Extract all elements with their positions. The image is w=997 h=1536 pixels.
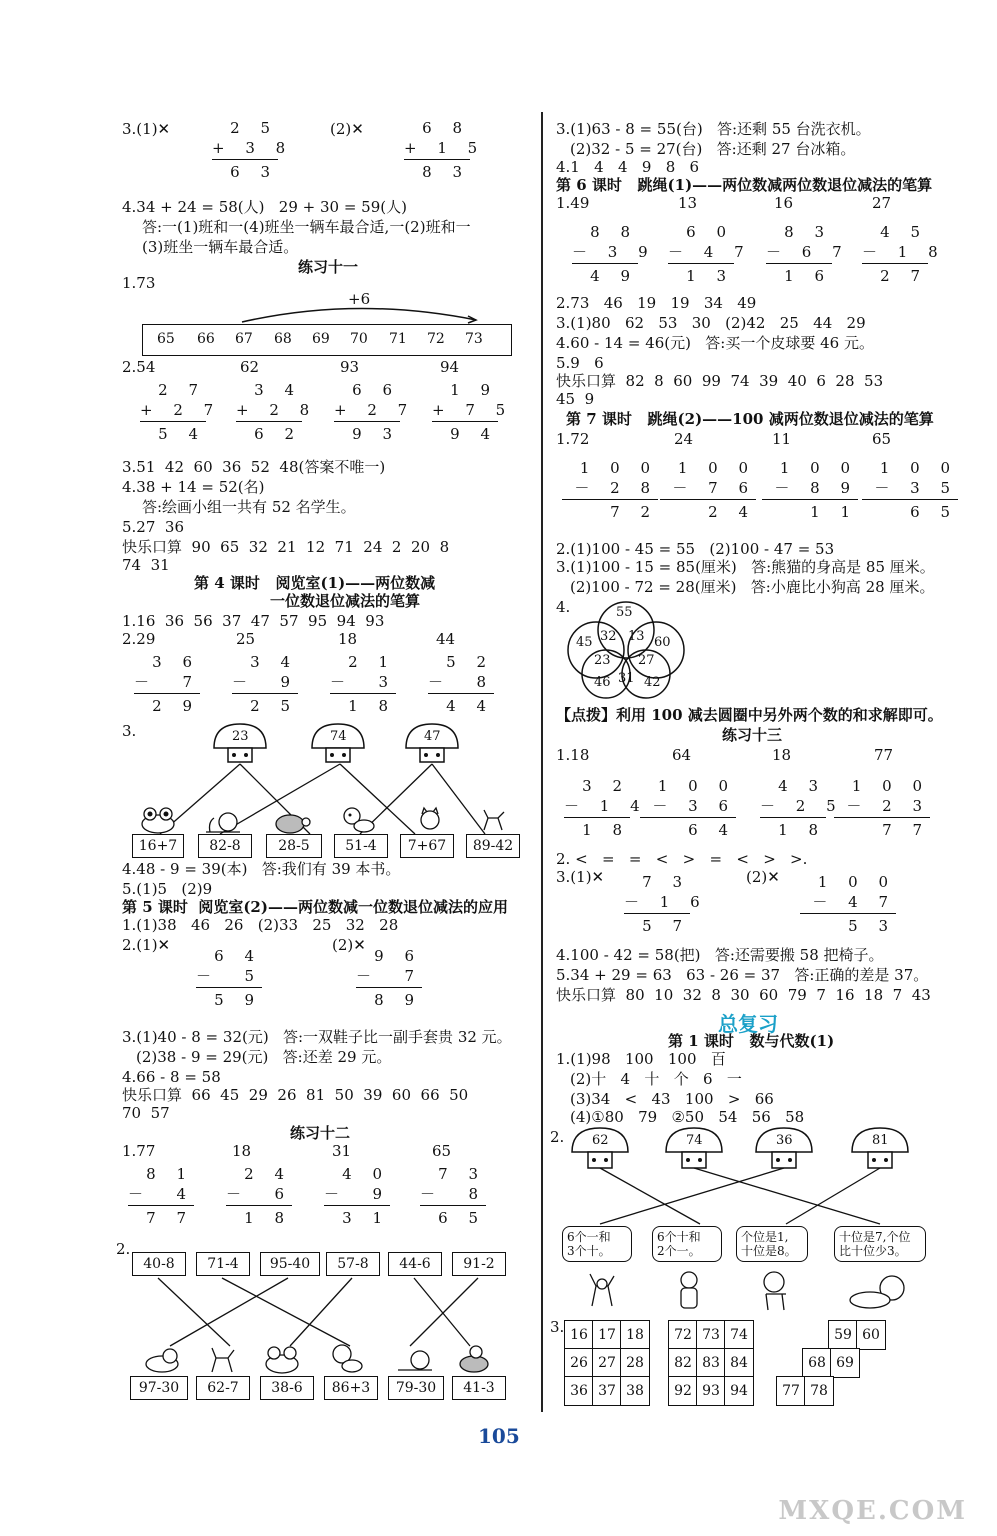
vertical-calc: 3 4 + 2 8 6 2 <box>236 381 318 443</box>
r-q3-2: (2)32 - 5 = 27(台) 答:还剩 27 台冰箱。 <box>570 140 856 158</box>
mushroom-number: 81 <box>872 1133 889 1148</box>
column-divider <box>541 112 543 1412</box>
l4-q3: 3. <box>122 722 137 740</box>
expression-box: 62-7 <box>196 1376 250 1400</box>
expression-box: 86+3 <box>324 1376 378 1400</box>
grid-cell: 60 <box>856 1320 886 1350</box>
vertical-calc: 3 6 － 7 2 9 <box>134 653 201 715</box>
ex11-q3: 3.51 42 60 36 52 48(答案不唯一) <box>122 458 386 476</box>
expression-box: 51-4 <box>334 834 388 858</box>
l6-q1: 1.49 <box>556 194 590 212</box>
grid-cell: 82 <box>668 1348 698 1378</box>
mushroom-number: 74 <box>330 729 347 744</box>
plus-six-label: +6 <box>348 290 371 308</box>
answer-value: 13 <box>678 194 698 212</box>
vertical-calc: 2 1 － 3 1 8 <box>330 653 397 715</box>
deer-icon <box>204 1344 240 1374</box>
vertical-calc: 9 6 － 7 8 9 <box>356 947 423 1009</box>
ex13-q5: 5.34 + 29 = 63 63 - 26 = 37 答:正确的差是 37。 <box>556 966 929 984</box>
venn-number: 45 <box>576 635 593 650</box>
vertical-calc: 4 3 － 2 5 1 8 <box>760 777 844 839</box>
deer-icon <box>584 1268 618 1308</box>
l7-q3-2: (2)100 - 72 = 28(厘米) 答:小鹿比小狗高 28 厘米。 <box>570 578 935 596</box>
vertical-calc: 1 0 0 － 3 6 6 4 <box>640 776 736 840</box>
exercise-11-title: 练习十一 <box>298 258 359 276</box>
grid-cell: 74 <box>724 1320 754 1350</box>
ex11-q5: 5.27 36 <box>122 518 185 536</box>
review-section-title: 总复习 <box>718 1012 778 1036</box>
ex11-q1: 1.73 <box>122 274 156 292</box>
expression-box: 82-8 <box>198 834 252 858</box>
q3-label: 3.(1)✕ <box>122 120 171 138</box>
rv-q1-4: (4)①80 79 ②50 54 56 58 <box>570 1108 805 1126</box>
answer-value: 27 <box>872 194 892 212</box>
ex11-q4-answer: 答:绘画小组一共有 52 名学生。 <box>142 498 356 516</box>
snail-icon <box>204 810 244 834</box>
l6-q3: 3.(1)80 62 53 30 (2)42 25 44 29 <box>556 314 866 332</box>
venn-number: 42 <box>644 675 661 690</box>
l7-q1: 1.72 <box>556 430 590 448</box>
answer-value: 93 <box>340 358 360 376</box>
basket-box: 40-8 <box>132 1252 186 1276</box>
r-q3: 3.(1)63 - 8 = 55(台) 答:还剩 55 台洗衣机。 <box>556 120 871 138</box>
l6-q4: 4.60 - 14 = 46(元) 答:买一个皮球要 46 元。 <box>556 334 874 352</box>
q4-answer: 答:一(1)班和一(4)班坐一辆车最合适,一(2)班和一 <box>142 218 471 236</box>
snail-icon <box>396 1346 436 1374</box>
grid-cell: 94 <box>724 1376 754 1406</box>
answer-value: 25 <box>236 630 256 648</box>
basket-box: 91-2 <box>452 1252 506 1276</box>
vertical-calc: 4 5 － 1 8 2 7 <box>862 223 946 285</box>
mushroom-number: 47 <box>424 729 441 744</box>
vertical-calc: 1 0 0 － 7 6 2 4 <box>660 458 756 522</box>
answer-value: 64 <box>672 746 692 764</box>
ex13-q3: 3.(1)✕ <box>556 868 605 886</box>
expression-box: 7+67 <box>400 834 454 858</box>
grid-cell: 77 <box>776 1376 806 1406</box>
grid-cell: 28 <box>620 1348 650 1378</box>
rv-q1-1: 1.(1)98 100 100 百 <box>556 1050 726 1068</box>
vertical-calc: 6 8 + 1 5 8 3 <box>404 119 486 181</box>
mushroom-number: 36 <box>776 1133 793 1148</box>
mental-math: 快乐口算 66 45 29 26 81 50 39 60 66 50 <box>122 1086 469 1104</box>
vertical-calc: 3 2 － 1 4 1 8 <box>564 777 648 839</box>
basket-box: 44-6 <box>388 1252 442 1276</box>
answer-value: 18 <box>232 1142 252 1160</box>
ex12-q2: 2. <box>116 1240 131 1258</box>
vertical-calc: 5 2 － 8 4 4 <box>428 653 495 715</box>
grid-cell: 69 <box>830 1348 860 1378</box>
grid-cell: 92 <box>668 1376 698 1406</box>
l4-q2: 2.29 <box>122 630 156 648</box>
l5-q1: 1.(1)38 46 26 (2)33 25 32 28 <box>122 916 399 934</box>
page-number: 105 <box>478 1424 520 1448</box>
turtle-icon <box>272 810 312 834</box>
grid-cell: 72 <box>668 1320 698 1350</box>
answer-value: 65 <box>872 430 892 448</box>
grid-cell: 84 <box>724 1348 754 1378</box>
answer-value: 77 <box>874 746 894 764</box>
q4-eq: 4.34 + 24 = 58(人) 29 + 30 = 59(人) <box>122 198 407 216</box>
venn-number: 32 <box>600 629 617 644</box>
lesson-7-title: 第 7 课时 跳绳(2)——100 减两位数退位减法的笔算 <box>566 410 934 428</box>
mental-math-2: 74 31 <box>122 556 170 574</box>
ex11-q2: 2.54 <box>122 358 156 376</box>
number-line: 65 66 67 68 69 70 71 72 73 <box>142 324 512 356</box>
speech-bubble: 6个一和 3个十。 <box>562 1226 632 1262</box>
l4-q4: 4.48 - 9 = 39(本) 答:我们有 39 本书。 <box>122 860 401 878</box>
ex13-q2: 2. < = = < > = < > >. <box>556 850 808 868</box>
cat-icon <box>412 806 448 834</box>
matching-lines <box>130 762 530 838</box>
watermark-logo: MXQE.COM <box>778 1496 967 1526</box>
vertical-calc: 1 0 0 － 2 8 7 2 <box>562 458 658 522</box>
rabbit-icon <box>140 1344 182 1374</box>
ex13-q1: 1.18 <box>556 746 590 764</box>
ex13-q3-b: (2)✕ <box>746 868 780 886</box>
turtle-icon <box>456 1344 496 1374</box>
answer-value: 24 <box>674 430 694 448</box>
grid-cell: 83 <box>696 1348 726 1378</box>
expression-box: 41-3 <box>452 1376 506 1400</box>
dog-icon <box>338 804 378 834</box>
vertical-calc: 7 3 － 8 6 5 <box>420 1165 487 1227</box>
r-q4: 4.1 4 4 9 8 6 <box>556 158 700 176</box>
expression-box: 38-6 <box>260 1376 314 1400</box>
l5-q3: 3.(1)40 - 8 = 32(元) 答:一双鞋子比一副手套贵 32 元。 <box>122 1028 512 1046</box>
lesson-6-title: 第 6 课时 跳绳(1)——两位数减两位数退位减法的笔算 <box>556 176 933 194</box>
mental-math-2: 45 9 <box>556 390 595 408</box>
l5-q2: 2.(1)✕ <box>122 936 171 954</box>
review-lesson-1-title: 第 1 课时 数与代数(1) <box>668 1032 835 1050</box>
l6-q2: 2.73 46 19 19 34 49 <box>556 294 757 312</box>
ex12-q1: 1.77 <box>122 1142 156 1160</box>
grid-cell: 27 <box>592 1348 622 1378</box>
l5-q3-2: (2)38 - 9 = 29(元) 答:还差 29 元。 <box>136 1048 392 1066</box>
expression-box: 28-5 <box>266 834 322 858</box>
l5-q2-b: (2)✕ <box>332 936 366 954</box>
grid-cell: 16 <box>564 1320 594 1350</box>
grid-cell: 26 <box>564 1348 594 1378</box>
vertical-calc: 6 6 + 2 7 9 3 <box>334 381 416 443</box>
lion-lying-icon <box>848 1274 912 1310</box>
matching-lines <box>130 1276 510 1350</box>
jump-arc <box>236 304 486 326</box>
mushroom-number: 74 <box>686 1133 703 1148</box>
answer-value: 18 <box>772 746 792 764</box>
mental-math: 快乐口算 90 65 32 21 12 71 24 2 20 8 <box>122 538 450 556</box>
l7-q3: 3.(1)100 - 15 = 85(厘米) 答:熊猫的身高是 85 厘米。 <box>556 558 935 576</box>
venn-number: 23 <box>594 653 611 668</box>
expression-box: 79-30 <box>388 1376 444 1400</box>
mental-math: 快乐口算 80 10 32 8 30 60 79 7 16 18 7 43 <box>556 986 931 1004</box>
venn-number: 60 <box>654 635 671 650</box>
speech-bubble: 6个十和 2个一。 <box>652 1226 722 1262</box>
venn-number: 55 <box>616 605 633 620</box>
answer-value: 18 <box>338 630 358 648</box>
expression-box: 16+7 <box>132 834 184 858</box>
answer-value: 11 <box>772 430 792 448</box>
lesson-4-title: 第 4 课时 阅览室(1)——两位数减 <box>194 574 436 592</box>
grid-cell: 73 <box>696 1320 726 1350</box>
lesson-4-subtitle: 一位数退位减法的笔算 <box>270 592 421 610</box>
venn-number: 46 <box>594 675 611 690</box>
l6-q5: 5.9 6 <box>556 354 604 372</box>
l7-q4: 4. <box>556 598 571 616</box>
rv-q1-3: (3)34 < 43 100 > 66 <box>570 1090 774 1108</box>
frog-icon <box>262 1344 302 1374</box>
basket-box: 71-4 <box>196 1252 250 1276</box>
rv-q1-2: (2)十 4 十 个 6 一 <box>570 1070 742 1088</box>
vertical-calc: 1 0 0 － 4 7 5 3 <box>800 872 896 936</box>
venn-number: 27 <box>638 653 655 668</box>
speech-bubble: 十位是7,个位 比十位少3。 <box>834 1226 926 1262</box>
grid-cell: 37 <box>592 1376 622 1406</box>
vertical-calc: 2 7 + 2 7 5 4 <box>140 381 222 443</box>
mushroom-number: 62 <box>592 1133 609 1148</box>
grid-cell: 68 <box>802 1348 832 1378</box>
vertical-calc: 8 8 － 3 9 4 9 <box>572 223 656 285</box>
frog-icon <box>138 806 178 834</box>
deer-icon <box>476 806 512 834</box>
speech-bubble: 个位是1, 十位是8。 <box>736 1226 808 1262</box>
l4-q5: 5.(1)5 (2)9 <box>122 880 213 898</box>
hint-note: 【点拨】利用 100 减去圆圈中另外两个数的和求解即可。 <box>556 706 943 724</box>
answer-value: 62 <box>240 358 260 376</box>
dog-icon <box>326 1342 366 1374</box>
vertical-calc: 1 9 + 7 5 9 4 <box>432 381 514 443</box>
q3-label-2: (2)✕ <box>330 120 364 138</box>
vertical-calc: 8 3 － 6 7 1 6 <box>766 223 850 285</box>
l7-q2: 2.(1)100 - 45 = 55 (2)100 - 47 = 53 <box>556 540 835 558</box>
answer-value: 65 <box>432 1142 452 1160</box>
exercise-13-title: 练习十三 <box>722 726 783 744</box>
basket-box: 95-40 <box>260 1252 320 1276</box>
vertical-calc: 6 4 － 5 5 9 <box>196 947 263 1009</box>
venn-number: 13 <box>628 629 645 644</box>
vertical-calc: 2 5 + 3 8 6 3 <box>212 119 294 181</box>
vertical-calc: 1 0 0 － 3 5 6 5 <box>862 458 958 522</box>
vertical-calc: 2 4 － 6 1 8 <box>226 1165 293 1227</box>
vertical-calc: 1 0 0 － 2 3 7 7 <box>834 776 930 840</box>
answer-value: 16 <box>774 194 794 212</box>
lion-icon <box>756 1270 796 1312</box>
l4-q1: 1.16 36 56 37 47 57 95 94 93 <box>122 612 385 630</box>
answer-value: 44 <box>436 630 456 648</box>
l5-q4: 4.66 - 8 = 58 <box>122 1068 221 1086</box>
grid-cell: 93 <box>696 1376 726 1406</box>
rv-q3: 3. <box>550 1318 565 1336</box>
mental-math-2: 70 57 <box>122 1104 170 1122</box>
vertical-calc: 7 3 － 1 6 5 7 <box>624 873 708 935</box>
mental-math: 快乐口算 82 8 60 99 74 39 40 6 28 53 <box>556 372 884 390</box>
grid-cell: 38 <box>620 1376 650 1406</box>
grid-cell: 59 <box>828 1320 858 1350</box>
lesson-5-title: 第 5 课时 阅览室(2)——两位数减一位数退位减法的应用 <box>122 898 508 916</box>
vertical-calc: 8 1 － 4 7 7 <box>128 1165 195 1227</box>
q4-answer-2: (3)班坐一辆车最合适。 <box>142 238 299 256</box>
vertical-calc: 4 0 － 9 3 1 <box>324 1165 391 1227</box>
bear-icon <box>672 1270 706 1312</box>
expression-box: 97-30 <box>130 1376 188 1400</box>
vertical-calc: 1 0 0 － 8 9 1 1 <box>762 458 858 522</box>
ex11-q4: 4.38 + 14 = 52(名) <box>122 478 265 496</box>
venn-number: 31 <box>618 671 635 686</box>
answer-value: 94 <box>440 358 460 376</box>
grid-cell: 17 <box>592 1320 622 1350</box>
grid-cell: 18 <box>620 1320 650 1350</box>
ex13-q4: 4.100 - 42 = 58(把) 答:还需要搬 58 把椅子。 <box>556 946 884 964</box>
matching-lines <box>560 1166 920 1226</box>
mushroom-number: 23 <box>232 729 249 744</box>
rv-q2: 2. <box>550 1128 565 1146</box>
exercise-12-title: 练习十二 <box>290 1124 351 1142</box>
grid-cell: 78 <box>804 1376 834 1406</box>
vertical-calc: 3 4 － 9 2 5 <box>232 653 299 715</box>
vertical-calc: 6 0 － 4 7 1 3 <box>668 223 752 285</box>
grid-cell: 36 <box>564 1376 594 1406</box>
answer-value: 31 <box>332 1142 352 1160</box>
basket-box: 57-8 <box>326 1252 380 1276</box>
expression-box: 89-42 <box>466 834 520 858</box>
